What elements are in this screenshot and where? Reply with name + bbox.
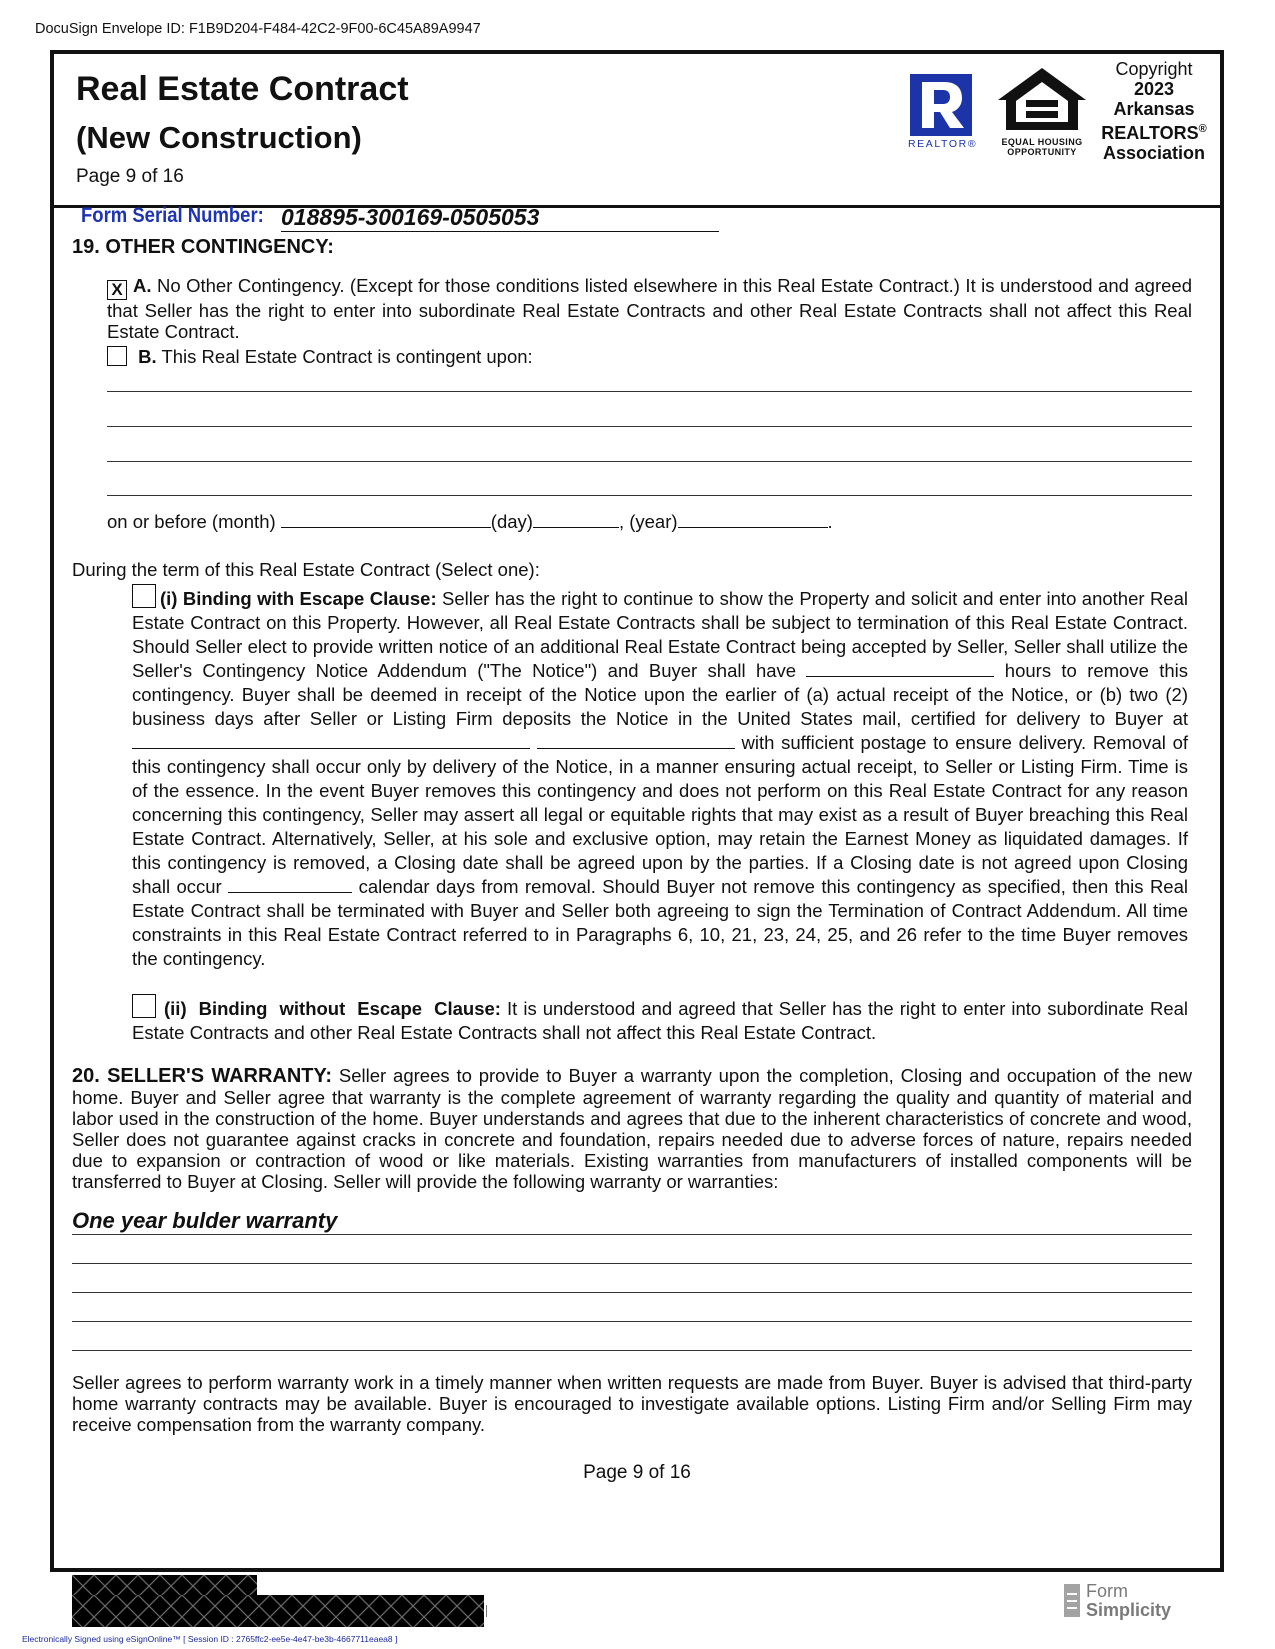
serial-label: Form Serial Number: (81, 204, 264, 227)
warranty-line-2[interactable] (72, 1263, 1192, 1264)
page-header (54, 54, 1220, 208)
warranty-line-5[interactable] (72, 1350, 1192, 1351)
closing-days-field[interactable] (228, 877, 352, 893)
copyright-association: Association (1102, 143, 1206, 163)
option-ii-text: It is understood and agreed that Seller has the right to enter into subordinate Real Estate Contracts and other Real Estate Contracts shall not affect this Real Estate Contract. (132, 998, 1189, 1043)
copyright-block (1094, 59, 1214, 163)
contingency-line-2[interactable] (107, 426, 1192, 427)
warranty-line-1[interactable] (72, 1234, 1192, 1235)
option-i-text-4: calendar days from removal. Should Buyer not remove this contingency as specified, then this Real Estate Contract shall be terminated with Buyer and Seller both agreeing to sign the Termination of Contract Addendum. All time constraints in this Real Estate Contract referred to in Paragraphs 6, 10, 21, 23, 24, 25, and 26 refer to the time Buyer removes the contingency. (132, 876, 1188, 969)
brand-line-2: Simplicity (1086, 1600, 1172, 1620)
day-label: (day) (490, 511, 533, 532)
copyright-org: REALTORS (1101, 123, 1199, 143)
option-b-text: This Real Estate Contract is contingent upon: (161, 346, 533, 367)
option-i-label: (i) Binding with Escape Clause: (160, 588, 437, 609)
option-i-text-3: with sufficient postage to ensure delivery. Removal of this contingency shall occur only by delivery of the Notice, in a manner ensuring actual receipt, to Seller or Listing Firm. Time is of the essence. In the event Buyer removes this contingency and does not perform on this Real Estate Contract for any reason concerning this contingency, Seller may assert all legal or equitable rights that may exist as a result of Buyer breaching this Real Estate Contract. Alternatively, Seller, at his sole and exclusive option, may retain the Earnest Money as liquidated damages. If this contingency is removed, a Closing date shall be agreed upon by the parties. If a Closing date is not agreed upon Closing shall occur (132, 732, 1189, 897)
form-simplicity-logo (1086, 1582, 1171, 1620)
option-a-checkbox[interactable]: X (107, 280, 127, 300)
document-icon (1064, 1584, 1080, 1617)
docusign-envelope-id: DocuSign Envelope ID: F1B9D204-F484-42C2-9F00-6C45A89A9947 (35, 21, 481, 37)
contingency-line-4[interactable] (107, 495, 1192, 496)
form-serial-number (81, 204, 540, 230)
section-20 (72, 1065, 1192, 1192)
buyer-address-field-2[interactable] (537, 733, 735, 749)
warranty-line-1-value[interactable]: One year bulder warranty (72, 1208, 338, 1233)
equal-housing-line1: EQUAL HOUSING (1001, 137, 1083, 147)
contingency-line-1[interactable] (107, 391, 1192, 392)
year-field[interactable] (678, 512, 828, 528)
month-field[interactable] (281, 512, 491, 528)
initials-cursor-mark (486, 1605, 487, 1617)
option-b-label: B. (138, 346, 157, 367)
document-title: Real Estate Contract (76, 70, 409, 108)
date-prefix: on or before (month) (107, 511, 276, 532)
document-subtitle: (New Construction) (76, 120, 362, 155)
contract-page (50, 50, 1224, 1572)
date-suffix: . (827, 511, 833, 532)
option-i-text-1: Seller has the right to continue to show the Property and solicit and enter into another Real Estate Contract on this Property. However, all Real Estate Contracts shall be subject to termination of this Real Estate Contract. Should Seller elect to provide written notice of an additional Real Estate Contract being accepted by Seller, Seller shall utilize the Seller's Contingency Notice Addendum ("The Notice") and Buyer shall have (132, 588, 1188, 681)
equal-housing-house-icon (996, 66, 1088, 132)
section-20-text: Seller agrees to provide to Buyer a warranty upon the completion, Closing and occupation of the new home. Buyer and Seller agree that warranty is the complete agreement of warranty regarding the quality and quantity of material and labor used in the construction of the home. Buyer understands and agrees that due to the inherent characteristics of concrete and wood, Seller does not guarantee against cracks in concrete and foundation, repairs needed due to adverse forces of nature, repairs needed due to expansion or contraction of wood or like materials. Existing warranties from manufacturers of installed components will be transferred to Buyer at Closing. Seller will provide the following warranty or warranties: (72, 1065, 1192, 1192)
option-i (132, 584, 1188, 971)
realtor-logo-text: REALTOR (908, 138, 968, 150)
copyright-label: Copyright (1115, 59, 1193, 79)
option-i-checkbox[interactable] (132, 584, 156, 608)
option-a (107, 275, 1192, 342)
equal-housing-logo (996, 66, 1088, 157)
realtor-r-icon (910, 74, 972, 136)
serial-value: 018895-300169-0505053 (281, 204, 719, 232)
equal-housing-line2: OPPORTUNITY (1007, 147, 1077, 157)
day-field[interactable] (533, 512, 619, 528)
realtor-reg-mark: ® (967, 138, 978, 150)
section-20-heading: 20. SELLER'S WARRANTY: (72, 1065, 333, 1087)
buyer-address-field-1[interactable] (132, 733, 530, 749)
redacted-initials-2 (72, 1595, 484, 1627)
option-b (107, 346, 1192, 367)
option-a-text: No Other Contingency. (Except for those conditions listed elsewhere in this Real Estate Contract.) It is understood and agreed that Seller has the right to enter into subordinate Real Estate Contracts and other Real Estate Contracts shall not affect this Real Estate Contract. (107, 275, 1193, 342)
esign-session-footer: Electronically Signed using eSignOnline™ [ Session ID : 2765ffc2-ee5e-4e47-be3b-4667711eaea8 ] (22, 1634, 398, 1644)
warranty-line-3[interactable] (72, 1292, 1192, 1293)
hours-field[interactable] (806, 661, 994, 677)
warranty-closing-text: Seller agrees to perform warranty work in a timely manner when written requests are made from Buyer. Buyer is advised that third-party home warranty contracts may be available. Buyer is encouraged to investigate available options. Listing Firm and/or Selling Firm may receive compensation from the warranty company. (72, 1372, 1192, 1435)
copyright-reg-mark: ® (1198, 123, 1207, 135)
option-i-text-2: hours to remove this contingency. Buyer shall be deemed in receipt of the Notice upon the earlier of (a) actual receipt of the Notice, or (b) two (2) business days after Seller or Listing Firm deposits the Notice in the United States mail, certified for delivery to Buyer at (132, 660, 1189, 729)
option-ii-checkbox[interactable] (132, 994, 156, 1018)
section-19-heading: 19. OTHER CONTINGENCY: (72, 236, 334, 258)
option-ii (132, 994, 1188, 1045)
contingency-line-3[interactable] (107, 461, 1192, 462)
warranty-line-4[interactable] (72, 1321, 1192, 1322)
page-number-bottom: Page 9 of 16 (583, 1462, 691, 1483)
option-ii-label: (ii) Binding without Escape Clause: (164, 998, 501, 1019)
page-number-top: Page 9 of 16 (76, 166, 184, 187)
select-one-instruction: During the term of this Real Estate Contract (Select one): (72, 559, 540, 580)
year-label: , (year) (618, 511, 678, 532)
contingency-date-line (107, 511, 1107, 532)
copyright-state: Arkansas (1113, 99, 1195, 119)
option-b-checkbox[interactable] (107, 346, 127, 366)
realtor-logo (908, 74, 984, 150)
brand-line-1: Form (1086, 1581, 1128, 1601)
copyright-year: 2023 (1133, 79, 1175, 99)
option-a-label: A. (133, 275, 152, 296)
